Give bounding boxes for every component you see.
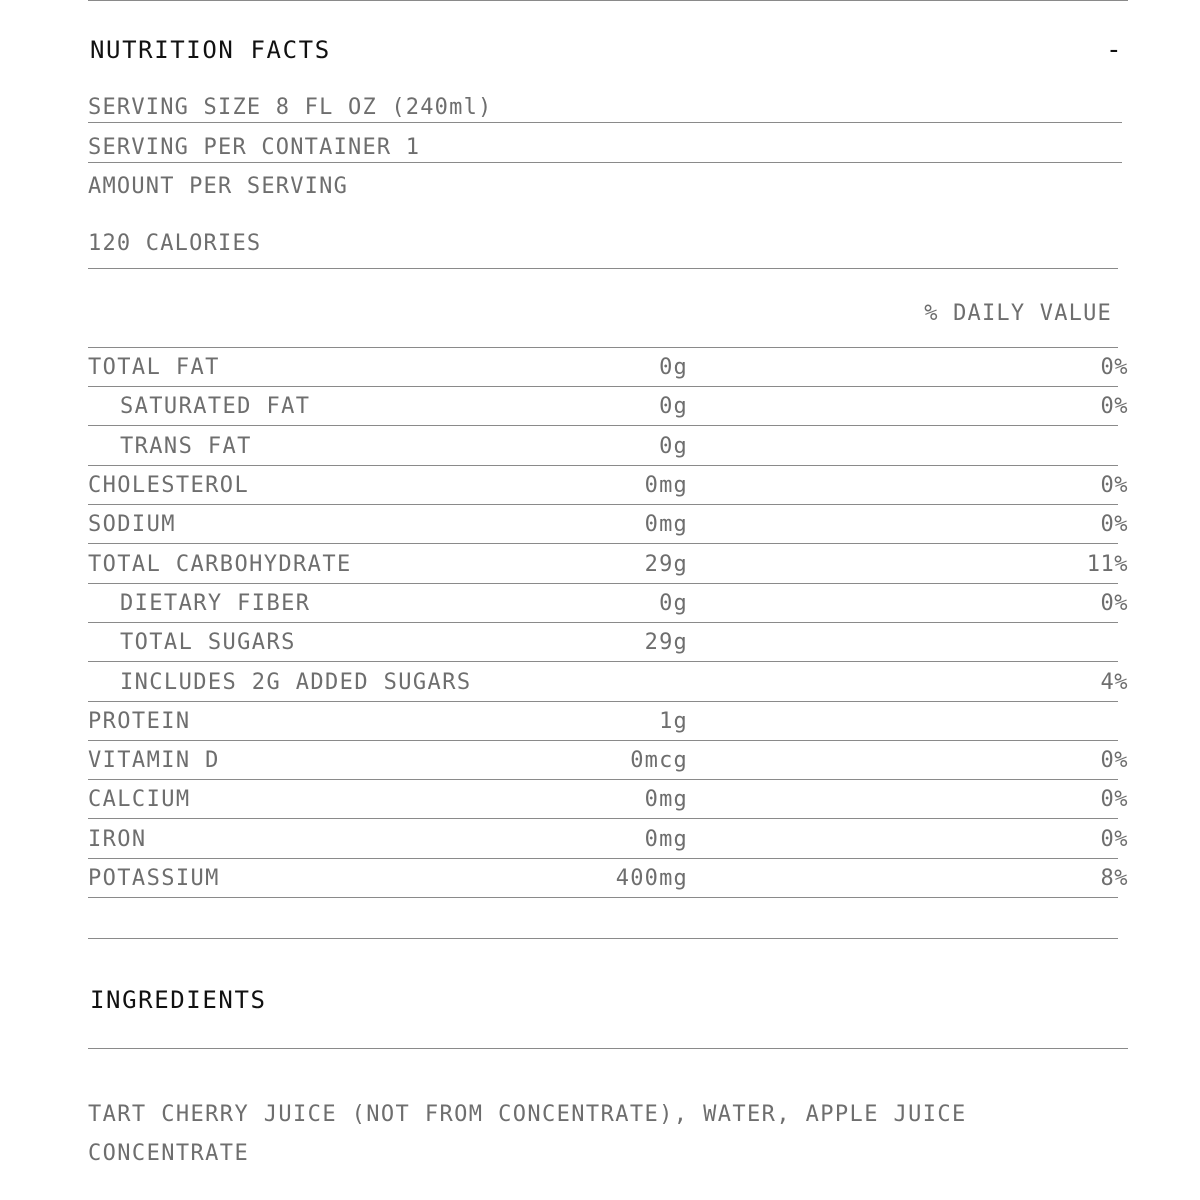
nutrient-daily-value: 0%	[1100, 473, 1128, 498]
ingredients-list: TART CHERRY JUICE (NOT FROM CONCENTRATE), WATER, APPLE JUICE CONCENTRATE	[88, 1102, 967, 1166]
nutrient-daily-value: 0%	[1100, 394, 1128, 419]
nutrient-name: PROTEIN	[88, 709, 191, 734]
amount-per-serving: AMOUNT PER SERVING	[88, 174, 349, 199]
nutrient-row-iron	[88, 820, 1128, 859]
nutrient-amount: 0mg	[644, 787, 688, 812]
nutrient-row-calcium	[88, 780, 1128, 819]
nutrition-facts-title: NUTRITION FACTS	[90, 36, 331, 64]
nutrient-row-total-sugars	[88, 623, 1128, 662]
nutrient-daily-value: 0%	[1100, 748, 1128, 773]
nutrient-name: VITAMIN D	[88, 748, 220, 773]
daily-value-header: % DAILY VALUE	[924, 301, 1112, 326]
nutrient-daily-value: 0%	[1100, 787, 1128, 812]
row-divider	[88, 543, 1118, 544]
nutrient-row-saturated-fat	[88, 387, 1128, 426]
nutrient-name: TRANS FAT	[120, 434, 252, 459]
nutrient-row-protein	[88, 702, 1128, 741]
nutrient-amount: 400mg	[615, 866, 688, 891]
collapse-toggle-icon[interactable]: -	[1106, 35, 1122, 65]
row-divider	[88, 818, 1118, 819]
nutrient-amount: 0g	[659, 355, 688, 380]
nutrient-row-cholesterol	[88, 466, 1128, 505]
calories-divider	[88, 268, 1118, 269]
nutrient-amount: 29g	[644, 552, 688, 577]
nutrient-amount: 1g	[659, 709, 688, 734]
nutrient-amount: 0mg	[644, 512, 688, 537]
row-divider	[88, 661, 1118, 662]
nutrient-daily-value: 0%	[1100, 355, 1128, 380]
nutrient-row-trans-fat	[88, 427, 1128, 466]
nutrient-row-added-sugars	[88, 663, 1128, 702]
nutrient-daily-value: 0%	[1100, 591, 1128, 616]
ingredients-title[interactable]: INGREDIENTS	[90, 986, 267, 1014]
nutrient-daily-value: 8%	[1100, 866, 1128, 891]
section-divider	[88, 938, 1118, 939]
nutrient-row-vitamin-d	[88, 741, 1128, 780]
row-divider	[88, 897, 1118, 898]
servings-divider	[88, 162, 1122, 163]
top-divider	[88, 0, 1128, 1]
nutrient-name: DIETARY FIBER	[120, 591, 311, 616]
nutrient-amount: 29g	[644, 630, 688, 655]
nutrient-name: TOTAL FAT	[88, 355, 220, 380]
nutrient-amount: 0mg	[644, 473, 688, 498]
serving-size-divider	[88, 122, 1122, 123]
nutrient-name: CALCIUM	[88, 787, 191, 812]
nutrient-name: IRON	[88, 827, 147, 852]
servings-per-container: SERVING PER CONTAINER 1	[88, 135, 421, 160]
ingredients-divider	[88, 1048, 1128, 1049]
nutrient-name: INCLUDES 2G ADDED SUGARS	[120, 670, 472, 695]
nutrient-daily-value: 0%	[1100, 827, 1128, 852]
nutrient-name: SATURATED FAT	[120, 394, 311, 419]
nutrient-amount: 0g	[659, 394, 688, 419]
nutrient-row-dietary-fiber	[88, 584, 1128, 623]
nutrient-daily-value: 4%	[1100, 670, 1128, 695]
nutrient-row-sodium	[88, 505, 1128, 544]
nutrient-name: SODIUM	[88, 512, 176, 537]
nutrient-name: TOTAL CARBOHYDRATE	[88, 552, 352, 577]
nutrient-amount: 0g	[659, 591, 688, 616]
nutrient-amount: 0g	[659, 434, 688, 459]
nutrient-name: POTASSIUM	[88, 866, 220, 891]
nutrient-row-total-fat	[88, 348, 1128, 387]
nutrient-amount: 0mcg	[630, 748, 688, 773]
nutrient-name: CHOLESTEROL	[88, 473, 250, 498]
row-divider	[88, 425, 1118, 426]
nutrient-daily-value: 11%	[1086, 552, 1128, 577]
nutrient-row-potassium	[88, 859, 1128, 898]
nutrient-row-total-carbohydrate	[88, 545, 1128, 584]
calories: 120 CALORIES	[88, 231, 262, 256]
nutrient-amount: 0mg	[644, 827, 688, 852]
nutrient-daily-value: 0%	[1100, 512, 1128, 537]
serving-size: SERVING SIZE 8 FL OZ (240ml)	[88, 95, 493, 120]
nutrient-name: TOTAL SUGARS	[120, 630, 296, 655]
